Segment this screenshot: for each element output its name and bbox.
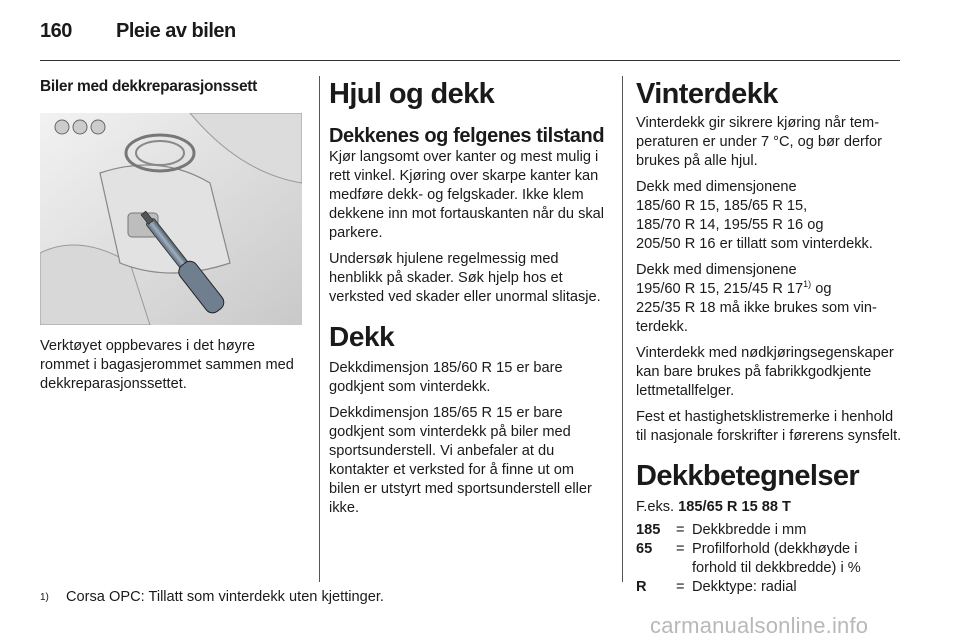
illustration-caption: Verktøyet oppbevares i det høyre rommet i bagasjerommet sammen med dekkreparasjonssettet. [40, 338, 294, 392]
paragraph-allowed-sizes [636, 178, 906, 254]
middle-column [329, 74, 605, 525]
legend-code: 185 [636, 522, 661, 538]
paragraph: Dekkdimensjon 185/65 R 15 er bare godkjent som vinterdekk på biler med sportsunderstell. Vi anbefaler at du kontakter et verksted for å finne ut om bilen er utstyrt med sportsunderstell eller ikke. [329, 405, 592, 516]
example-prefix: F.eks. [636, 499, 679, 515]
paragraph: Vinterdekk gir sikrere kjøring når temperaturen er under 7 °C, og bør derfor brukes på alle hjul. [636, 115, 882, 169]
section-heading-winter: Vinterdekk [636, 78, 778, 110]
page-title: Pleie av bilen [116, 20, 236, 42]
left-column [40, 74, 302, 401]
example-value: 185/65 R 15 88 T [678, 499, 791, 515]
paragraph-forbidden-sizes [636, 261, 906, 337]
text-line: 195/60 R 15, 215/45 R 17 [636, 281, 804, 297]
legend-equals: = [676, 522, 685, 538]
column-divider [319, 76, 320, 582]
illustration-svg [40, 113, 302, 325]
legend-description: Profilforhold (dekkhøyde i forhold til dekkbredde) i % [692, 541, 861, 576]
legend-equals: = [676, 541, 685, 557]
paragraph: Vinterdekk med nødkjøringsegenskaper kan bare brukes på fabrikkgodkjente lettmetallfelger. [636, 345, 894, 399]
section-subtitle: Biler med dekkreparasjonssett [40, 78, 258, 95]
paragraph: Undersøk hjulene regelmessig med henblikk på skader. Søk hjelp hos et verksted ved skader eller unormal slitasje. [329, 251, 601, 305]
legend-equals: = [676, 579, 685, 595]
text-line: 185/60 R 15, 185/65 R 15, [636, 198, 808, 214]
text-line: Dekk med dimensjonene [636, 262, 797, 278]
legend-description: Dekkbredde i mm [692, 522, 807, 538]
subheading-tyres: Dekk [329, 321, 395, 352]
text-line: og [811, 281, 832, 297]
header-rule [40, 60, 900, 61]
text-line: 185/70 R 14, 195/55 R 16 og [636, 217, 824, 233]
section-heading-designations: Dekkbetegnelser [636, 460, 860, 492]
legend-row [636, 540, 906, 578]
text-line: Dekk med dimensjonene [636, 179, 797, 195]
footnote-mark: 1) [40, 592, 49, 603]
legend-code: R [636, 579, 647, 595]
example-line [636, 498, 906, 517]
footnote-text: Corsa OPC: Tillatt som vinterdekk uten kjettinger. [66, 589, 384, 605]
trunk-tool-illustration [40, 113, 302, 325]
subheading-condition: Dekkenes og felgenes tilstand [329, 125, 605, 147]
legend-description: Dekktype: radial [692, 579, 797, 595]
text-line: 205/50 R 16 er tillatt som vinterdekk. [636, 236, 873, 252]
section-heading-wheels: Hjul og dekk [329, 78, 495, 110]
legend-row [636, 521, 906, 540]
legend-row [636, 578, 906, 597]
right-column [636, 74, 906, 597]
footnote-reference: 1) [803, 279, 812, 289]
paragraph: Dekkdimensjon 185/60 R 15 er bare godkjent som vinterdekk. [329, 360, 563, 395]
paragraph: Fest et hastighetsklistremerke i henhold til nasjonale forskrifter i førerens synsfelt. [636, 409, 902, 444]
text-line: 225/35 R 18 må ikke brukes som vinterdekk. [636, 300, 877, 335]
page-number: 160 [40, 20, 72, 42]
paragraph: Kjør langsomt over kanter og mest mulig i rett vinkel. Kjøring over skarpe kanter kan medføre dekk- og felgskader. Ikke klem dekkene inn mot fortauskanten når du skal parkere. [329, 149, 605, 241]
watermark: carmanualsonline.info [650, 613, 869, 638]
designation-legend [636, 521, 906, 597]
legend-code: 65 [636, 541, 653, 557]
column-divider [622, 76, 623, 582]
